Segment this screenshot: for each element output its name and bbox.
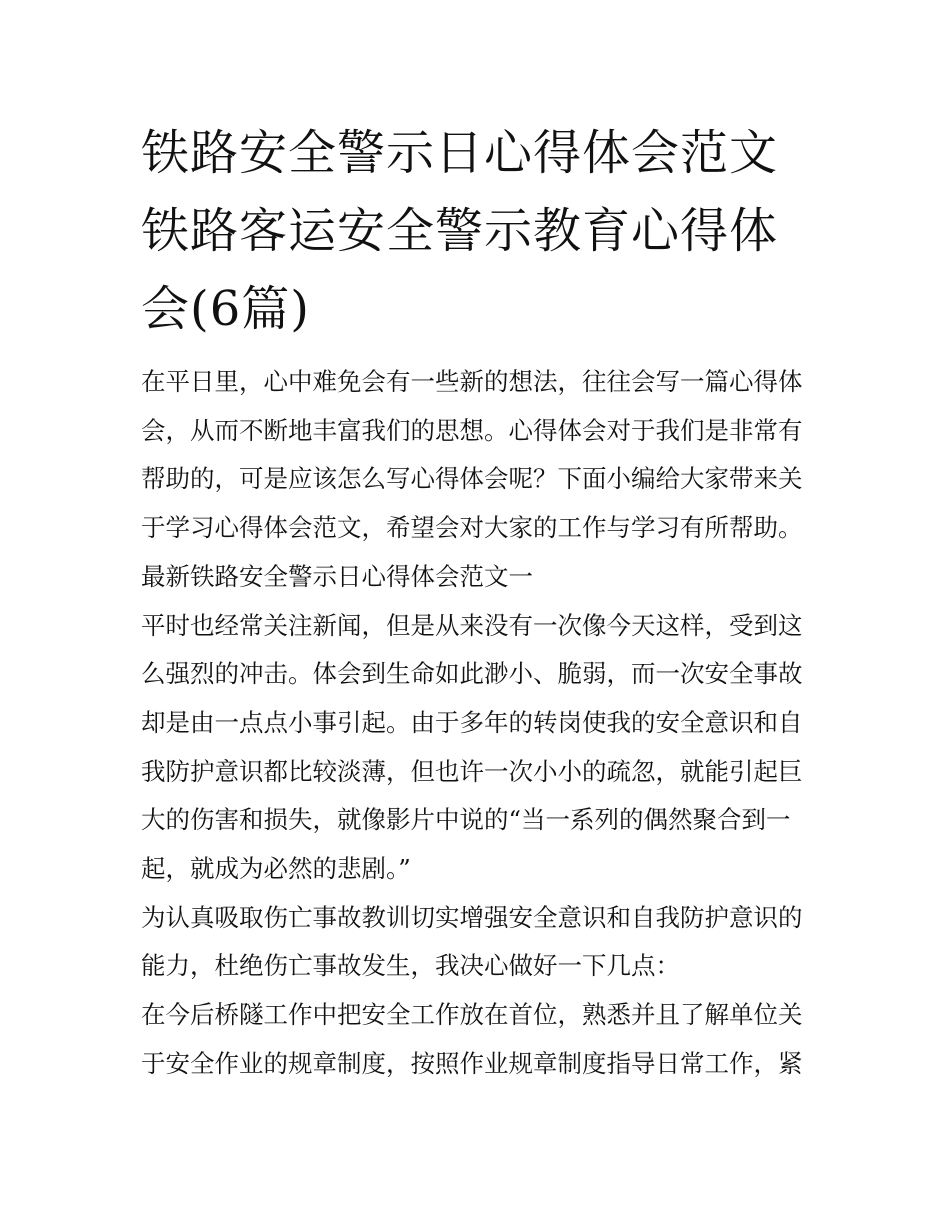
text-line: 我防护意识都比较淡薄，但也许一次小小的疏忽，就能引起巨 [141,756,803,786]
body-paragraph [141,602,816,894]
title-line: 会(6篇) [141,281,310,337]
text-line: 为认真吸取伤亡事故教训切实增强安全意识和自我防护意识的 [141,902,803,932]
text-line: 却是由一点点小事引起。由于多年的转岗使我的安全意识和自 [141,707,803,737]
section-heading [141,553,816,602]
text-line: 大的伤害和损失，就像影片中说的“当一系列的偶然聚合到一 [141,805,791,835]
title-line: 铁路客运安全警示教育心得体 [141,203,779,259]
intro-paragraph [141,358,816,553]
text-line: 起，就成为必然的悲剧。” [141,854,411,884]
body-paragraph [141,991,816,1088]
text-line: 于安全作业的规章制度，按照作业规章制度指导日常工作，紧 [141,1048,803,1078]
text-line: 会，从而不断地丰富我们的思想。心得体会对于我们是非常有 [141,415,803,445]
body-paragraph [141,894,816,991]
document-body [141,114,816,1089]
text-line: 于学习心得体会范文，希望会对大家的工作与学习有所帮助。 [141,513,803,543]
text-line: 最新铁路安全警示日心得体会范文一 [141,561,533,591]
text-line: 能力，杜绝伤亡事故发生，我决心做好一下几点： [141,951,680,981]
text-line: 帮助的，可是应该怎么写心得体会呢？下面小编给大家带来关 [141,464,803,494]
title-line: 铁路安全警示日心得体会范文 [141,125,779,181]
document-title [141,114,816,348]
text-line: 在今后桥隧工作中把安全工作放在首位，熟悉并且了解单位关 [141,1000,803,1030]
text-line: 在平日里，心中难免会有一些新的想法，往往会写一篇心得体 [141,367,803,396]
text-line: 么强烈的冲击。体会到生命如此渺小、脆弱，而一次安全事故 [141,659,803,689]
text-line: 平时也经常关注新闻，但是从来没有一次像今天这样，受到这 [141,610,803,640]
